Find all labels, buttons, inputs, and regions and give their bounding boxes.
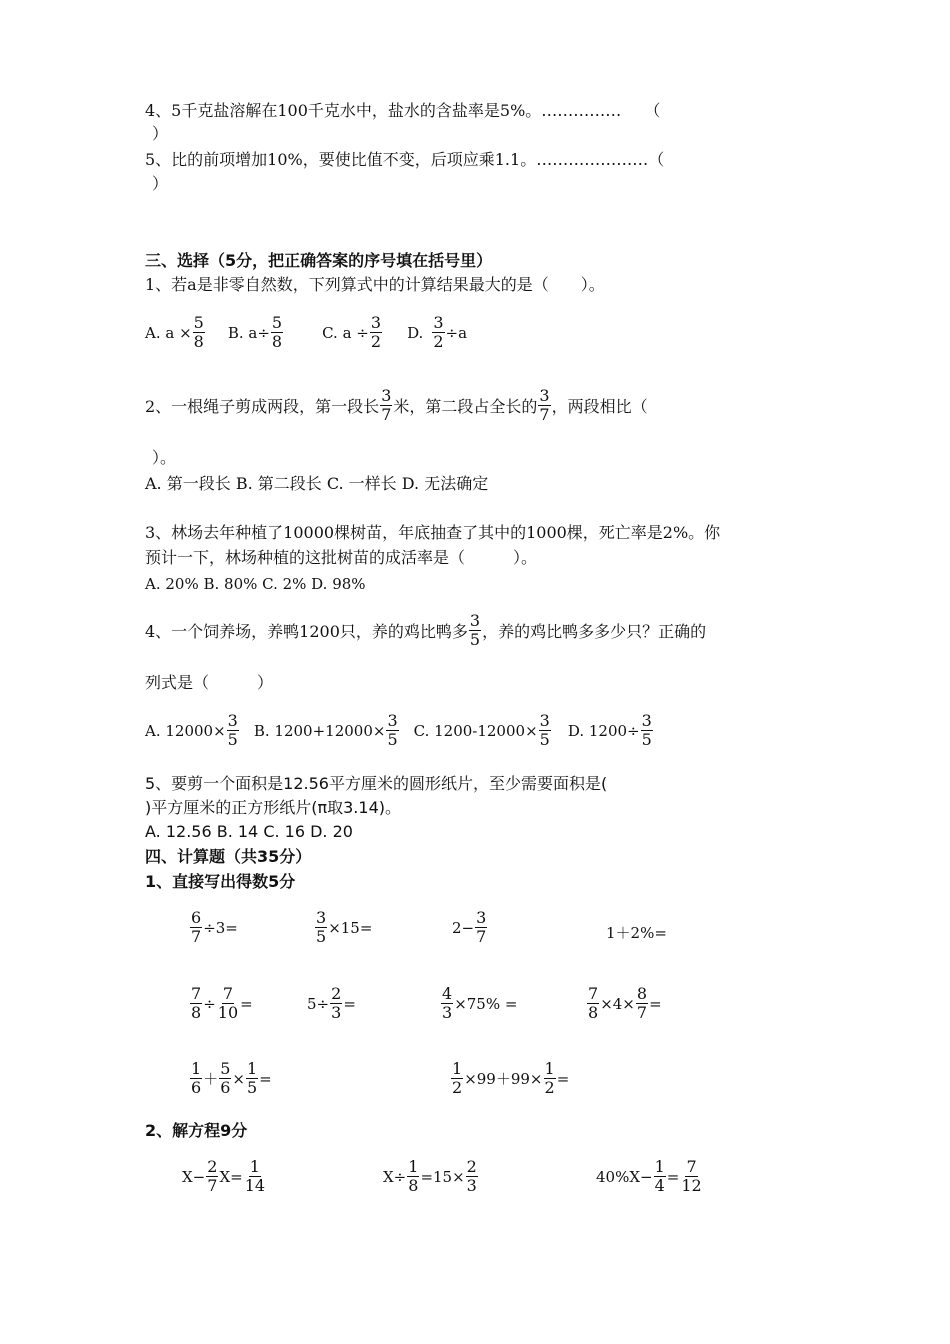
fraction: $\frac{5}{8}$: [271, 313, 283, 351]
calc-r1-e1: [189, 909, 238, 946]
choice-q1-options: [145, 314, 467, 351]
eq2-mid: =15×: [420, 1167, 465, 1186]
fraction: $\frac{3}{7}$: [381, 386, 392, 424]
fraction: $\frac{3}{5}$: [227, 711, 238, 749]
calc-r1-e3-pre: 2−: [452, 918, 475, 937]
eq2-pre: X÷: [383, 1167, 407, 1186]
fraction: $\frac{4}{3}$: [442, 984, 453, 1022]
choice-q2-options: A. 第一段长 B. 第二段长 C. 一样长 D. 无法确定: [145, 474, 489, 493]
fraction: $\frac{1}{5}$: [246, 1059, 258, 1097]
judge-q4-close: ）: [152, 124, 169, 143]
choice-q4-line1: [145, 612, 706, 649]
eq1-pre: X−: [182, 1167, 206, 1186]
q2-text-2: 米，第二段占全长的: [393, 397, 538, 416]
calc-sub1: 1、直接写出得数5分: [145, 872, 296, 891]
calc-r2-e2-post: =: [343, 994, 356, 1013]
q1-opt-d: D.: [407, 323, 424, 342]
fraction: $\frac{7}{8}$: [588, 984, 599, 1022]
fraction: $\frac{3}{7}$: [476, 908, 487, 946]
calc-r1-e2: [314, 909, 372, 946]
choice-q4-options: [145, 712, 654, 749]
calc-r3-e2-mid: ×99＋99×: [464, 1070, 543, 1088]
calc-r2-e4: [586, 985, 662, 1022]
fraction: $\frac{3}{7}$: [539, 386, 550, 424]
calc-r2-e1: [189, 985, 253, 1022]
q2-text-3: ，两段相比（: [551, 397, 648, 416]
calc-r2-e4-mid: ×4×: [600, 994, 635, 1013]
q1-opt-b: B. a÷: [227, 323, 270, 342]
calc-r1-e1-post: ÷3=: [203, 918, 238, 937]
q4-opt-c: C. 1200-12000×: [413, 721, 538, 740]
choice-q2-close: ）。: [152, 448, 177, 467]
calc-r3-e1-op2: ×: [232, 1069, 245, 1088]
calc-r2-e2: [307, 985, 356, 1022]
choice-q5-line1: 5、要剪一个面积是12.56平方厘米的圆形纸片，至少需要面积是(: [145, 774, 608, 793]
calc-r3-e2: [450, 1060, 569, 1097]
calc-r2-e2-pre: 5÷: [307, 994, 330, 1013]
fraction: $\frac{3}{5}$: [316, 908, 327, 946]
fraction: $\frac{8}{7}$: [636, 984, 648, 1022]
judge-q4: [145, 101, 660, 121]
eq3-pre: 40%X−: [596, 1167, 653, 1186]
fraction: $\frac{5}{8}$: [193, 313, 204, 351]
calc-r2-e4-post: =: [649, 994, 662, 1013]
calc-r3-e1-op1: ＋: [203, 1070, 219, 1088]
choice-q1-text: 1、若a是非零自然数，下列算式中的计算结果最大的是（ ）。: [145, 275, 605, 294]
calc-r1-e2-post: ×15=: [328, 918, 373, 937]
fraction: $\frac{1}{6}$: [191, 1059, 202, 1097]
choice-q4-line2: 列式是（ ）: [145, 673, 274, 692]
calc-r1-e3: [452, 909, 488, 946]
equation-1: [182, 1158, 267, 1195]
fraction: $\frac{3}{5}$: [539, 711, 550, 749]
choice-q3-line1: 3、林场去年种植了10000棵树苗，年底抽查了其中的1000棵，死亡率是2%。你: [145, 523, 721, 542]
fraction: $\frac{3}{2}$: [433, 313, 444, 351]
calc-r3-e1: [189, 1060, 272, 1097]
calc-sub2: 2、解方程9分: [145, 1121, 248, 1140]
q4-text-2: ，养的鸡比鸭多多少只？正确的: [482, 622, 707, 641]
equation-2: [383, 1158, 479, 1195]
fraction: $\frac{5}{6}$: [220, 1059, 231, 1097]
fraction: $\frac{7}{10}$: [217, 984, 239, 1022]
fraction: $\frac{1}{4}$: [654, 1157, 665, 1195]
fraction: $\frac{2}{7}$: [207, 1157, 218, 1195]
fraction: $\frac{7}{12}$: [681, 1157, 702, 1195]
q4-opt-a: A. 12000×: [145, 721, 226, 740]
fraction: $\frac{7}{8}$: [191, 984, 202, 1022]
calc-r2-e3: [440, 985, 517, 1022]
choice-q2-line1: [145, 387, 648, 424]
q4-opt-d: D. 1200÷: [567, 721, 640, 740]
fraction: $\frac{3}{5}$: [387, 711, 398, 749]
q4-opt-b: B. 1200+12000×: [253, 721, 386, 740]
fraction: $\frac{3}{5}$: [469, 611, 481, 649]
choice-q3-options: A. 20% B. 80% C. 2% D. 98%: [145, 575, 366, 593]
calc-r3-e2-post: =: [556, 1069, 570, 1088]
eq3-mid: =: [666, 1167, 680, 1186]
q1-opt-c: C. a ÷: [322, 323, 369, 342]
fraction: $\frac{1}{2}$: [452, 1059, 463, 1097]
fraction: $\frac{6}{7}$: [191, 908, 202, 946]
fraction: $\frac{2}{3}$: [466, 1157, 477, 1195]
fraction: $\frac{1}{2}$: [544, 1059, 555, 1097]
equation-3: [596, 1158, 704, 1195]
calc-r2-e3-post: ×75% =: [454, 994, 518, 1013]
calc-r2-e1-post: =: [240, 994, 253, 1013]
fraction: $\frac{1}{8}$: [408, 1157, 419, 1195]
eq1-mid: X=: [219, 1167, 243, 1186]
fraction: $\frac{3}{5}$: [641, 711, 652, 749]
judge-q4-paren: （: [644, 101, 661, 120]
choice-heading: 三、选择（5分，把正确答案的序号填在括号里）: [145, 251, 493, 270]
calc-r1-e4: 1＋2%=: [606, 924, 667, 942]
choice-q5-line2: )平方厘米的正方形纸片(π取3.14)。: [145, 798, 401, 817]
calc-r2-e1-op: ÷: [203, 994, 216, 1013]
choice-q3-line2: 预计一下，林场种植的这批树苗的成活率是（ ）。: [145, 548, 538, 567]
choice-q5-options: A. 12.56 B. 14 C. 16 D. 20: [145, 822, 353, 841]
calc-r3-e1-post: =: [259, 1069, 272, 1088]
q1-opt-a: A. a ×: [145, 323, 192, 342]
fraction: $\frac{1}{14}$: [244, 1157, 266, 1195]
judge-q5-close: ）: [152, 174, 169, 193]
fraction: $\frac{2}{3}$: [331, 984, 342, 1022]
q2-text-1: 2、一根绳子剪成两段，第一段长: [145, 397, 380, 416]
q1-opt-d-post: ÷a: [445, 323, 468, 342]
q4-text-1: 4、一个饲养场，养鸭1200只，养的鸡比鸭多: [145, 622, 468, 641]
calc-heading: 四、计算题（共35分）: [145, 847, 312, 866]
fraction: $\frac{3}{2}$: [370, 313, 382, 351]
judge-q5: 5、比的前项增加10%，要使比值不变，后项应乘1.1。…………………（: [145, 150, 665, 169]
judge-q4-text: 4、5千克盐溶解在100千克水中，盐水的含盐率是5%。……………: [145, 101, 622, 120]
